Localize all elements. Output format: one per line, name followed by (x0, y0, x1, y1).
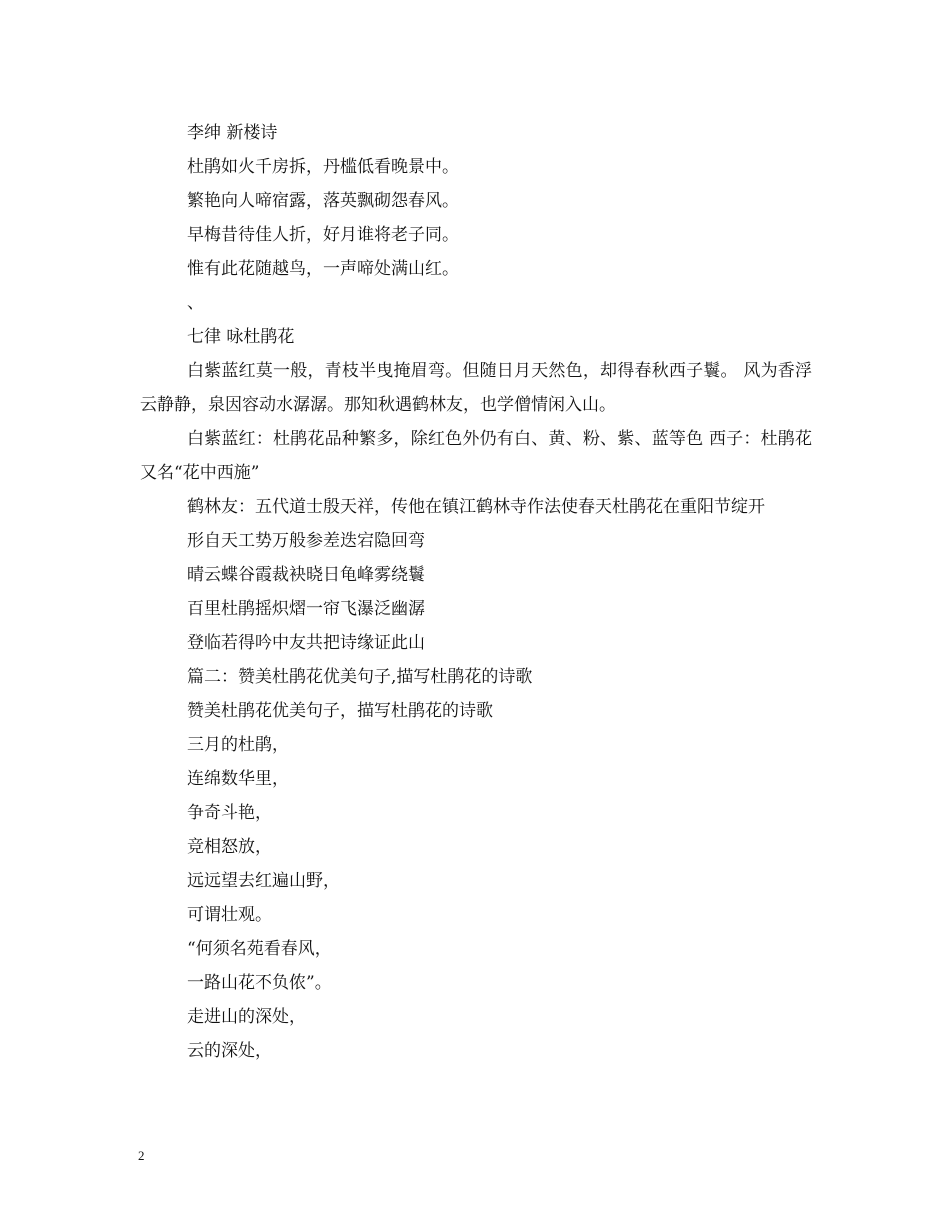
section-heading: 篇二：赞美杜鹃花优美句子,描写杜鹃花的诗歌 (187, 667, 533, 687)
text-line: 走进山的深处， (187, 1007, 306, 1027)
text-line: 远远望去红遍山野， (187, 871, 340, 891)
text-line: 惟有此花随越鸟，一声啼处满山红。 (187, 259, 459, 279)
text-paragraph: 鹤林友：五代道士殷天祥，传他在镇江鹤林寺作法使春天杜鹃花在重阳节绽开 (187, 497, 765, 517)
text-line: 登临若得吟中友共把诗缘证此山 (187, 633, 425, 653)
text-line: 七律 咏杜鹃花 (187, 327, 295, 347)
text-line: 、 (187, 293, 204, 313)
text-line: 晴云蝶谷霞裁袂晓日龟峰雾绕鬟 (187, 565, 425, 585)
document-body (140, 116, 812, 1068)
text-line: 赞美杜鹃花优美句子，描写杜鹃花的诗歌 (187, 701, 493, 721)
text-line: 连绵数华里， (187, 769, 289, 789)
text-line: 形自天工势万般参差迭宕隐回弯 (187, 531, 425, 551)
text-line: 一路山花不负侬”。 (187, 973, 332, 993)
text-line: 可谓壮观。 (187, 905, 272, 925)
text-line: 云的深处， (187, 1041, 272, 1061)
text-paragraph: 白紫蓝红莫一般，青枝半曳掩眉弯。但随日月天然色，却得春秋西子鬟。 风为香浮云静静，泉因容动水潺潺。那知秋遇鹤林友，也学僧情闲入山。 (140, 361, 812, 415)
text-line: 争奇斗艳， (187, 803, 272, 823)
text-line: 竞相怒放， (187, 837, 272, 857)
text-line: 杜鹃如火千房拆，丹槛低看晚景中。 (187, 157, 459, 177)
text-line: 三月的杜鹃， (187, 735, 289, 755)
text-line: 早梅昔待佳人折，好月谁将老子同。 (187, 225, 459, 245)
text-line: 李绅 新楼诗 (187, 123, 278, 143)
text-line: “何须名苑看春风， (187, 939, 332, 959)
text-paragraph: 白紫蓝红：杜鹃花品种繁多，除红色外仍有白、黄、粉、紫、蓝等色 西子：杜鹃花又名“花中西施” (140, 429, 812, 483)
text-line: 繁艳向人啼宿露，落英飘砌怨春风。 (187, 191, 459, 211)
page-number: 2 (138, 1148, 145, 1163)
text-line: 百里杜鹃摇炽熠一帘飞瀑泛幽潺 (187, 599, 425, 619)
